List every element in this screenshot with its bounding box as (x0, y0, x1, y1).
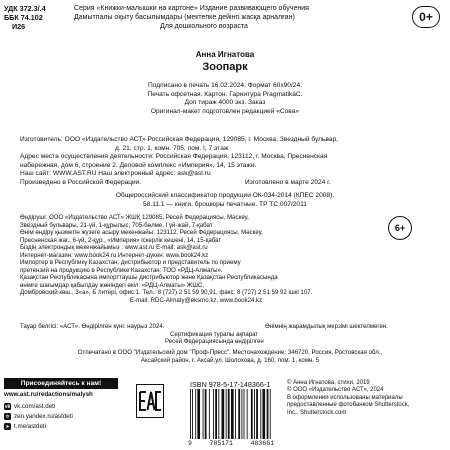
site-link[interactable]: www.ast.ru/redactions/malysh (4, 391, 93, 398)
goods-info (20, 323, 440, 346)
kz-line: Домбровский көш., 3«а», Б литері, офис 1. Тел.: 8 (727) 2 51 59 90,91, факс: 8 (727) 2 51 59 92 ішкі 107. (20, 289, 313, 296)
classification-codes (4, 4, 60, 31)
series-line-kz: Дамытпалы оқыту басылымдары (мектепке дейінгі жасқа арналған) (74, 14, 295, 21)
produced-in-line: Ресей Федерациясында өндірілген (165, 338, 264, 345)
copyright-line: © Анна Игнатова, стихи, 2019 (287, 380, 370, 386)
kz-line: Пресненская жаг., 6-үй, 2-құр., «Империя» іскерлік кешені, 14, 15-қабат (20, 236, 222, 244)
eac-conformity-mark (136, 384, 164, 418)
kz-line: Звёздный бульвары, 21-үй, 1-құрылыс, 705-бөлме, I үй-жай, 7-қабат (20, 221, 213, 229)
social-link-vk[interactable] (4, 403, 124, 410)
social-link-telegram[interactable] (4, 423, 124, 430)
copyright-line: В оформлении использованы материалы (287, 394, 403, 401)
printing-line: Отпечатано в ООО "Издательский дом "Проф-Пресс". Местонахождение: 346720, Россия, Ростовская обл., (77, 349, 383, 356)
bbk-code: ББК 74.102 (4, 13, 43, 22)
barcode-digit-group: 785171 (209, 440, 233, 447)
kz-line: Импортер в Республику Казахстан, дистрибьютор и представитель по приему (20, 259, 241, 266)
age-group-line: Для дошкольного возраста (160, 23, 248, 30)
printing-line: Аксайский район, г. Аксай,ул. Шолохова, д. 160, пом. 1, комн. 5 (140, 356, 320, 364)
kz-line: өнімге шағымдар қабылдау жөніндегі өкіл: «РДЦ-Алматы» ЖШС. (20, 281, 205, 289)
shelf-life-line: Өнімнің жарамдылық мерзімі шектелмеген. (265, 323, 388, 330)
print-line: Доп тираж 4000 экз. Заказ (184, 99, 266, 107)
telegram-icon: ➤ (5, 423, 10, 430)
publisher-line: Наш сайт: WWW.AST.RU Наш электронный адрес: ask@ast.ru (20, 170, 211, 178)
publisher-line: Изготовитель: ООО «Издательство АСТ» Российская Федерация, 129085, г. Москва, Звездный бульвар, (20, 136, 339, 143)
publisher-line: Адрес места осуществления деятельности: Российская Федерация, 123112, г. Москва, Пресненская (20, 153, 328, 161)
copyright-line: © ООО «Издательство АСТ», 2024 (287, 387, 384, 394)
social-link-zen[interactable] (4, 413, 124, 420)
copyright-line: Inc., Shutterstock.com (287, 409, 347, 416)
manufacture-date: Изготовлено в марте 2024 г. (245, 179, 331, 186)
social-text: zen.yandex.ru/astdeti (14, 413, 73, 420)
join-us-banner: Присоединяйтесь к нам! (4, 378, 118, 389)
print-line: Печать офсетная. Картон. Гарнитура PragmatikaC. (147, 90, 303, 98)
kz-line: претензий на продукцию в Республике Казахстан: ТОО «РДЦ-Алматы». (20, 266, 223, 274)
book-title: Зоопарк (202, 61, 248, 73)
publisher-info (20, 136, 440, 179)
kz-line: Қазақстан Республикасына импорттаушы дистрибьютор және Қазақстан Республикасында (20, 274, 278, 281)
author-name: Анна Игнатова (195, 50, 255, 59)
kz-line: Өндіруші: ООО «Издательство АСТ» ЖШҚ 129085, Ресей Федерациясы, Мәскеу, (20, 214, 249, 221)
publisher-line: д. 21, стр. 1, комн. 705, пом. I, 7 этаж (115, 144, 229, 152)
barcode-digit-group: 483661 (250, 440, 274, 447)
barcode-digit-group: 9 (188, 440, 192, 447)
author-code: И26 (12, 22, 26, 31)
kz-line: Интернет-магазин: www.book24.ru Интернет-дүкен: www.book24.kz (20, 251, 209, 259)
social-text: t.me/astdeti (14, 423, 46, 430)
print-line: Оригинал-макет подготовлен редакцией «Сова» (150, 107, 300, 115)
series-line-ru: Серия «Книжки-малышки на картоне» Издание развивающего обучения (74, 5, 309, 12)
series-block (74, 4, 394, 31)
kz-line: E-mail: RDC-Almaty@eksmo.kz, www.book24.kz (130, 296, 263, 304)
print-line: Подписано в печать 16.02.2024. Формат 60х90/24. (148, 82, 302, 89)
classifier-line: 58.11.1 — книги, брошюры печатные. ТР ТС 007/2011 (143, 200, 307, 208)
vk-icon: vk (4, 403, 11, 410)
barcode (188, 389, 274, 441)
classifier-info (0, 192, 450, 209)
zen-icon: ✲ (5, 413, 10, 420)
made-in-country: Произведено в Российской Федерации. (20, 179, 142, 186)
copyright-block (287, 380, 447, 417)
kz-line: Біздің электрондық мекенжайымыз : www.ast.ru E-mail: ask@ast.ru (20, 244, 208, 251)
udk-code: УДК 372.3/.4 (4, 4, 46, 13)
age-rating-badge: 0+ (412, 6, 440, 28)
kz-line: Өнім өндіру қызметін жүзеге асыру мекенжайы: 123112, Ресей Федерациясы, Мәскеу, (20, 229, 263, 236)
printing-house (20, 349, 440, 364)
publisher-line: набережная, дом 6, строение 2. Деловой комплекс «Империя», 14, 15 этажи. (20, 161, 257, 169)
certification-line: Сертификация туралы ақпарат (170, 330, 259, 338)
copyright-line: предоставленные фотобанком Shutterstock, (287, 402, 410, 409)
classifier-line: Общероссийский классификатор продукции ОК-034-2014 (КПЕС 2008), (115, 192, 335, 199)
trademark-line: Тауар белгісі: «АСТ». Өндірілген күні: наурыз 2024. (20, 323, 165, 330)
isbn-number: ISBN 978-5-17-148366-1 (190, 380, 271, 389)
made-in-line (20, 179, 440, 188)
print-details (10, 82, 440, 116)
kazakhstan-info (20, 214, 400, 304)
kz-age-badge: 6+ (388, 216, 412, 240)
social-text: vk.com/ast.deti (14, 403, 56, 410)
barcode-digits (188, 440, 274, 447)
